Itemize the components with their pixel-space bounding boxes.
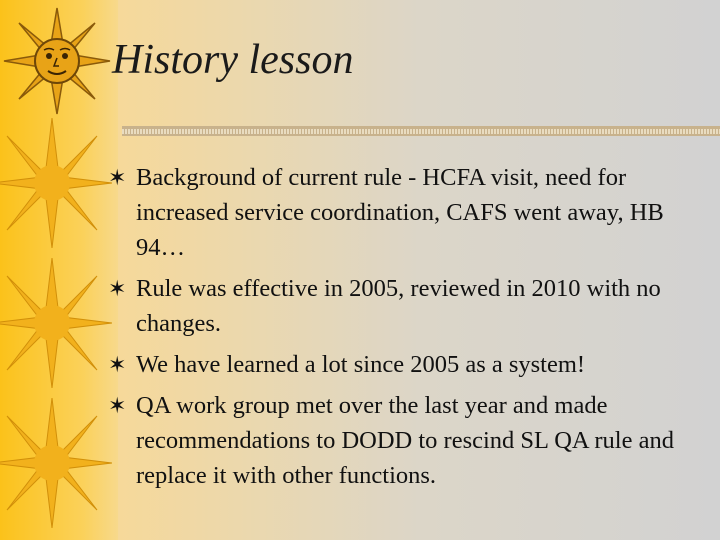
sunburst-icon xyxy=(0,118,112,248)
sun-face-icon xyxy=(2,6,112,116)
bullet-item xyxy=(104,388,714,493)
bullet-text: We have learned a lot since 2005 as a system! xyxy=(136,351,586,378)
asterisk-bullet-icon: ✶ xyxy=(108,165,127,190)
asterisk-bullet-icon: ✶ xyxy=(108,393,127,418)
bullet-item xyxy=(104,160,714,265)
sunburst-icon xyxy=(0,398,112,528)
bullet-list xyxy=(104,160,714,499)
slide-title: History lesson xyxy=(112,37,354,83)
bullet-item xyxy=(104,271,714,341)
bullet-text: QA work group met over the last year and made recommendations to DODD to rescind SL QA rule and replace it with other functions. xyxy=(136,392,674,489)
asterisk-bullet-icon: ✶ xyxy=(108,276,127,301)
bullet-text: Background of current rule - HCFA visit, need for increased service coordination, CAFS went away, HB 94… xyxy=(136,164,664,261)
title-divider xyxy=(122,126,720,136)
bullet-item xyxy=(104,347,714,382)
bullet-text: Rule was effective in 2005, reviewed in 2010 with no changes. xyxy=(136,275,661,337)
asterisk-bullet-icon: ✶ xyxy=(108,352,127,377)
sunburst-icon xyxy=(0,258,112,388)
